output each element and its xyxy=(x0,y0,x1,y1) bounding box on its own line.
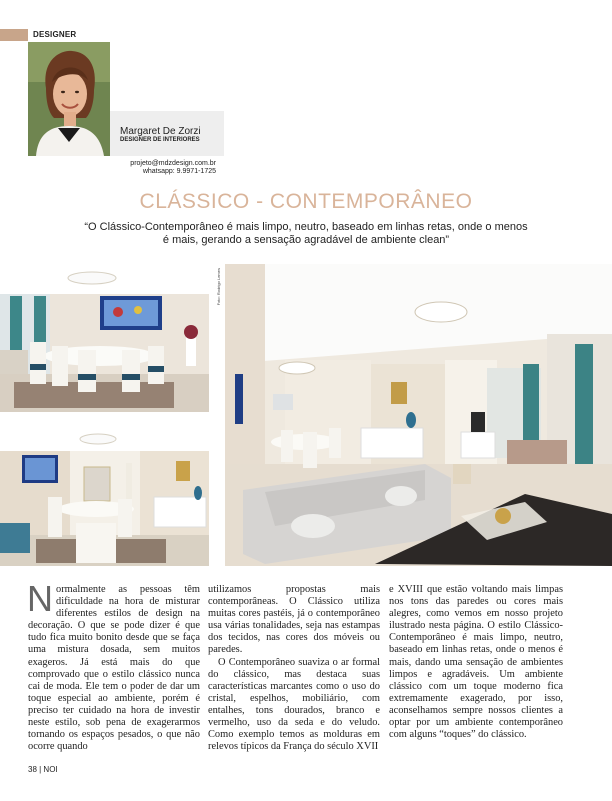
drop-cap: N xyxy=(27,578,53,619)
article-title: CLÁSSICO - CONTEMPORÂNEO xyxy=(139,190,473,213)
section-tag: DESIGNER xyxy=(33,30,77,39)
body-paragraph-2: utilizamos propostas mais contemporâneas. O Clássico utiliza muitas cores pastéis, já o contemporâneo usa várias tonalidades, seja nas estampas dos tecidos, nas cores dos móveis ou paredes. xyxy=(208,584,380,656)
body-column-3 xyxy=(389,584,563,741)
body-column-2 xyxy=(208,584,380,753)
body-paragraph-1: ormalmente as pessoas têm dificuldade na hora de misturar diferentes estilos de design na decoração. O que se pode dizer é que tudo fica muito bonito desde que se faça uma mistura dosada, sem muitos exageros. Já está mais do que comprovado que o estilo clássico nunca cai de moda. Ele tem o poder de dar um toque especial ao ambiente, porém é preciso ter cuidado na hora de investir neste estilo, sob pena de exagerarmos tornando os espaços pesados, o que não ocorre quando xyxy=(28,584,200,753)
dining-room-photo xyxy=(0,264,209,412)
body-paragraph-3: O Contemporâneo suaviza o ar formal do clássico, mas destaca suas características marcantes como o uso do cristal, espelhos, mobiliário, com entalhes, tons dourados, branco e vermelho, uso da seda e do veludo. Como exemplo temos as molduras em relevos típicos da França do século XVII xyxy=(208,656,380,753)
body-column-1 xyxy=(27,578,200,753)
author-email: projeto@mdzdesign.com.br xyxy=(130,160,216,167)
pull-quote: “O Clássico-Contemporâneo é mais limpo, neutro, baseado em linhas retas, onde o menos é mais, gerando a sensação agradável de ambiente clean” xyxy=(84,221,528,246)
body-paragraph-4: e XVIII que estão voltando mais limpas nos tons das paredes ou cores mais alegres, como vemos em nosso projeto ilustrado nesta página. O estilo Clássico-Contemporâneo é mais limpo, neutro, baseado em linhas retas, onde o menos é mais, dando uma sensação de ambientes limpos e agradáveis. Um ambiente clássico com um toque moderno fica extremamente exagerado, por isso, aconselhamos sempre nossos clientes a optar por um ambiente contemporâneo com alguns “toques” do clássico. xyxy=(389,584,563,741)
author-phone: whatsapp: 9.9971-1725 xyxy=(142,168,216,175)
dining-room-photo-alt xyxy=(0,427,209,566)
section-tag-bar xyxy=(0,29,28,41)
photo-credit: Foto: Rodrigo Lemes xyxy=(216,268,221,306)
author-role: DESIGNER DE INTERIORES xyxy=(120,137,200,143)
author-name: Margaret De Zorzi xyxy=(120,126,201,137)
living-room-photo xyxy=(225,264,612,566)
author-portrait xyxy=(28,42,110,156)
page-folio: 38 | NOI xyxy=(28,765,58,774)
